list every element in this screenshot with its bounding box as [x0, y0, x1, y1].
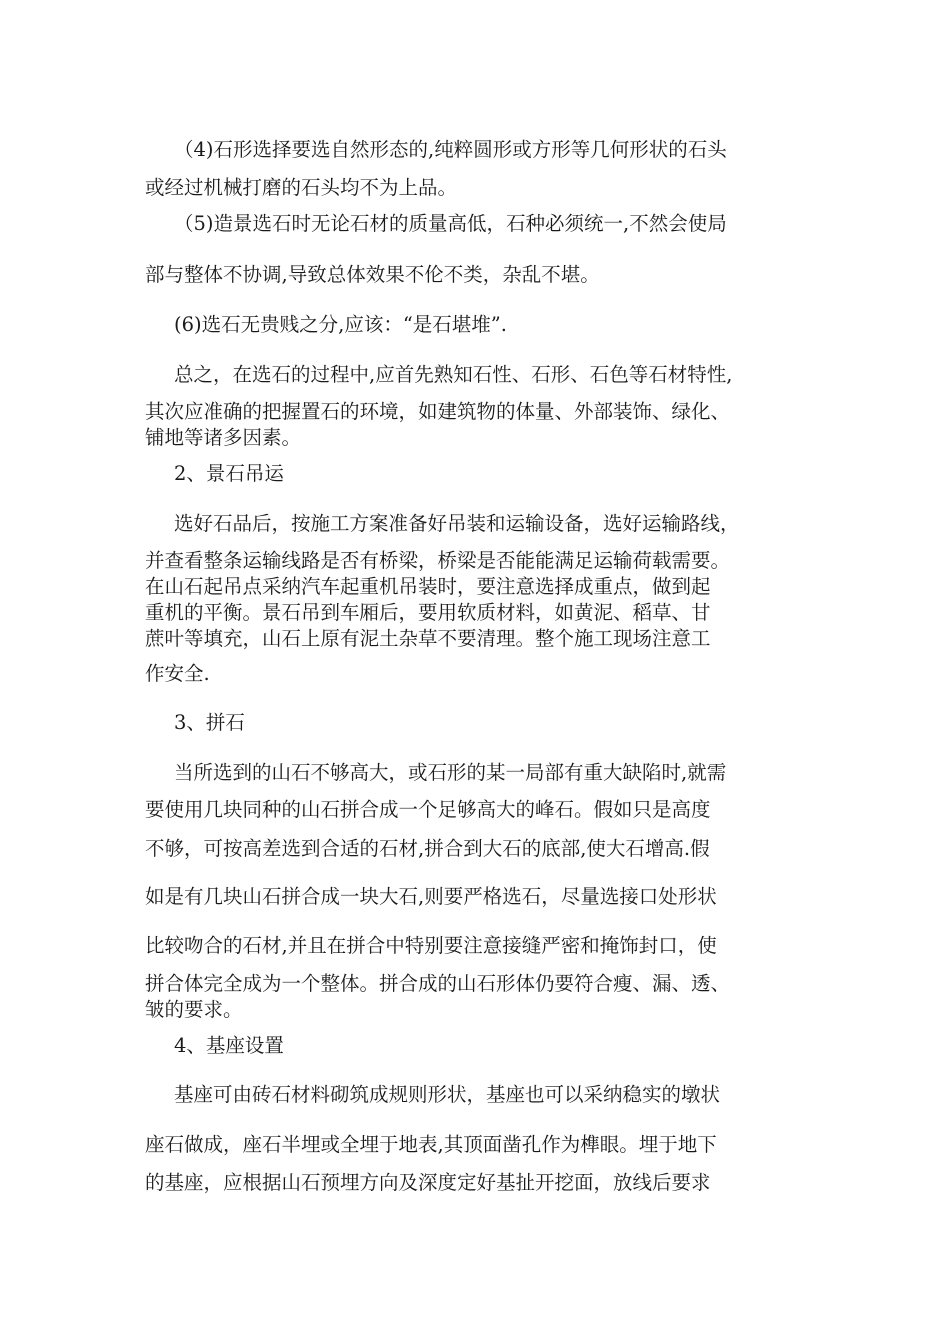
paragraph-line: 并查看整条运输线路是否有桥梁，桥梁是否能能满足运输荷载需要。 — [145, 549, 731, 572]
paragraph-line: 总之，在选石的过程中,应首先熟知石性、石形、石色等石材特性, — [174, 363, 733, 386]
section-heading: 4、基座设置 — [174, 1034, 284, 1057]
paragraph-line: 在山石起吊点采纳汽车起重机吊装时，要注意选择成重点，做到起 — [145, 575, 711, 598]
section-heading: 3、拼石 — [174, 711, 245, 734]
paragraph-line: 如是有几块山石拼合成一块大石,则要严格选石，尽量选接口处形状 — [145, 885, 717, 908]
paragraph-line: 不够，可按高差选到合适的石材,拼合到大石的底部,使大石增高.假 — [145, 837, 710, 860]
paragraph-line: 基座可由砖石材料砌筑成规则形状，基座也可以采纳稳实的墩状 — [174, 1083, 721, 1106]
paragraph-line: 的基座，应根据山石预埋方向及深度定好基扯开挖面，放线后要求 — [145, 1171, 711, 1194]
paragraph-line: 比较吻合的石材,并且在拼合中特别要注意接缝严密和掩饰封口，使 — [145, 934, 717, 957]
section-heading: 2、景石吊运 — [174, 462, 284, 485]
paragraph-line: 蔗叶等填充，山石上原有泥土杂草不要清理。整个施工现场注意工 — [145, 627, 711, 650]
paragraph-line: 或经过机械打磨的石头均不为上品。 — [145, 176, 458, 199]
paragraph-line: 作安全. — [145, 662, 210, 685]
paragraph-line: 铺地等诸多因素。 — [145, 426, 302, 449]
paragraph-line: 部与整体不协调,导致总体效果不伦不类，杂乱不堪。 — [145, 263, 600, 286]
paragraph-line: 当所选到的山石不够高大，或石形的某一局部有重大缺陷时,就需 — [174, 761, 727, 784]
paragraph-line: 重机的平衡。景石吊到车厢后，要用软质材料，如黄泥、稻草、甘 — [145, 601, 711, 624]
paragraph-line: 其次应准确的把握置石的环境，如建筑物的体量、外部装饰、绿化、 — [145, 400, 731, 423]
paragraph-line: 拼合体完全成为一个整体。拼合成的山石形体仍要符合瘦、漏、透、 — [145, 972, 731, 995]
paragraph-line: 选好石品后，按施工方案准备好吊装和运输设备，选好运输路线， — [174, 512, 740, 535]
paragraph-line: 皱的要求。 — [145, 998, 243, 1021]
paragraph-line: (6)选石无贵贱之分,应该：“是石堪堆”. — [174, 313, 507, 336]
paragraph-line: 座石做成，座石半埋或全埋于地表,其顶面凿孔作为榫眼。埋于地下 — [145, 1133, 717, 1156]
paragraph-line: （5)造景选石时无论石材的质量高低，石种必须统一,不然会使局 — [174, 212, 727, 235]
paragraph-line: 要使用几块同种的山石拼合成一个足够高大的峰石。假如只是高度 — [145, 798, 711, 821]
paragraph-line: （4)石形选择要选自然形态的,纯粹圆形或方形等几何形状的石头 — [174, 138, 727, 161]
